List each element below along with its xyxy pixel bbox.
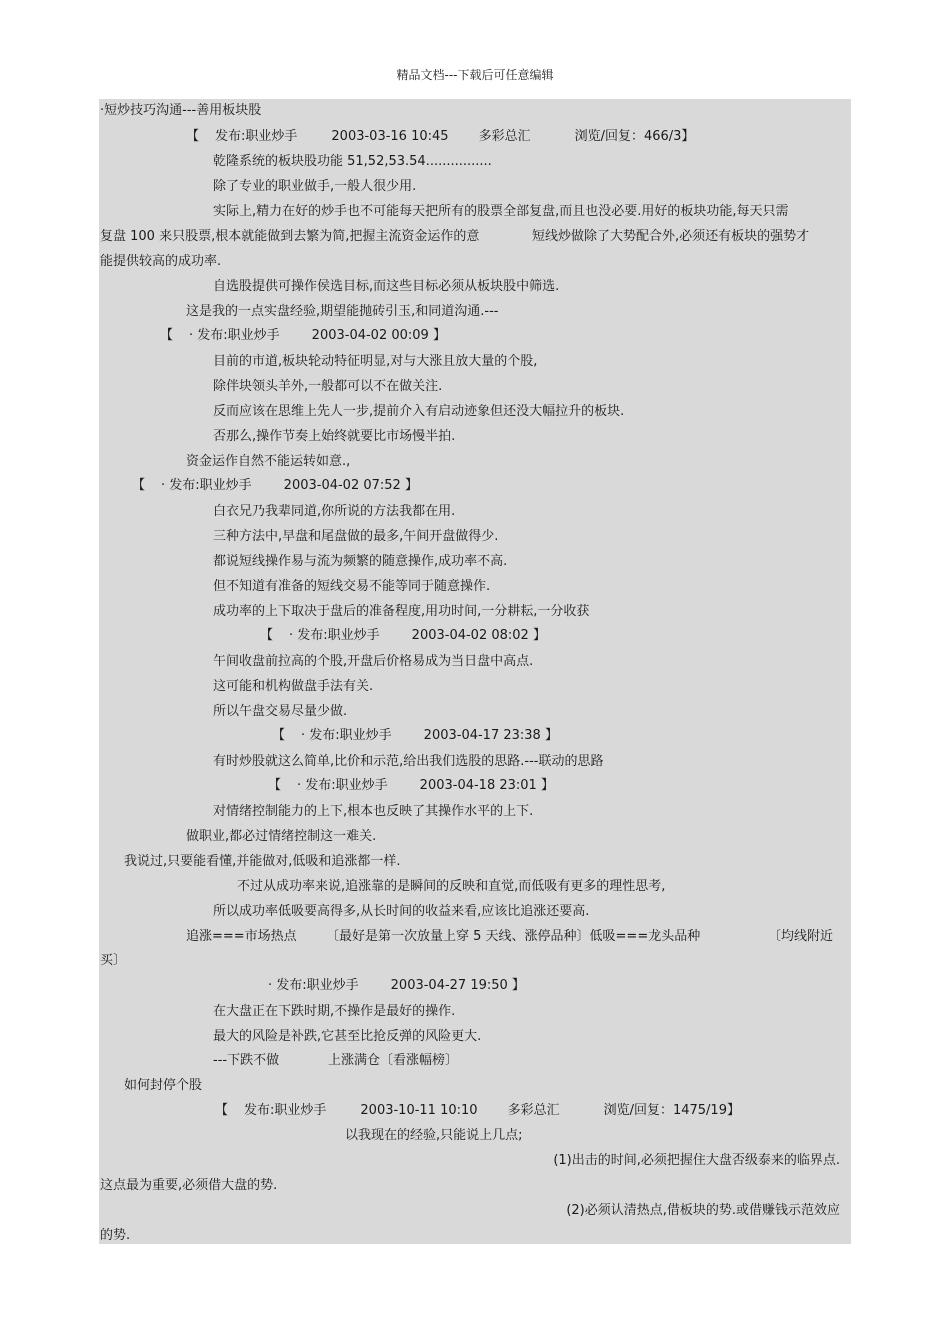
body-line: 实际上,精力在好的炒手也不可能每天把所有的股票全部复盘,而且也没必要.用好的板块功能,每天只需 xyxy=(213,204,789,219)
body-line: 但不知道有准备的短线交易不能等同于随意操作. xyxy=(213,579,491,594)
body-line: 在大盘正在下跌时期,不操作是最好的操作. xyxy=(213,1004,456,1019)
section-heading: 如何封停个股 xyxy=(124,1078,203,1093)
meta-author: 发布:职业炒手 xyxy=(244,1103,327,1118)
post-meta-6 xyxy=(268,778,554,794)
meta-bracket: 【 xyxy=(186,129,200,144)
meta-date: 2003-10-11 10:10 xyxy=(360,1103,478,1118)
body-line: 所以午盘交易尽量少做. xyxy=(213,704,348,719)
body-line: 这是我的一点实盘经验,期望能抛砖引玉,和同道沟通.--- xyxy=(186,304,499,319)
body-line: 有时炒股就这么简单,比价和示范,给出我们选股的思路.---联动的思路 xyxy=(213,754,604,769)
body-line: 上涨满仓〔看涨幅榜〕 xyxy=(328,1053,459,1068)
body-line: 除伴块领头羊外,一般都可以不在做关注. xyxy=(213,379,443,394)
meta-author: · 发布:职业炒手 xyxy=(268,978,359,993)
meta-date: 2003-04-17 23:38 】 xyxy=(423,728,558,743)
meta-date: 2003-04-27 19:50 】 xyxy=(390,978,525,993)
body-line: 以我现在的经验,只能说上几点; xyxy=(345,1128,523,1143)
body-line: 追涨===市场热点 xyxy=(186,929,297,944)
body-line: 买〕 xyxy=(100,953,127,968)
body-line: 的势. xyxy=(100,1228,131,1243)
meta-stats: 浏览/回复：466/3】 xyxy=(574,129,695,144)
meta-date: 2003-04-18 23:01 】 xyxy=(419,778,554,793)
body-line: 三种方法中,早盘和尾盘做的最多,午间开盘做得少. xyxy=(213,529,499,544)
body-line: 资金运作自然不能运转如意., xyxy=(186,454,351,469)
content-panel xyxy=(99,99,851,1244)
body-line: 不过从成功率来说,追涨靠的是瞬间的反映和直觉,而低吸有更多的理性思考, xyxy=(237,879,666,894)
body-line: 短线炒做除了大势配合外,必须还有板块的强势才 xyxy=(532,229,810,244)
meta-author: · 发布:职业炒手 xyxy=(297,778,388,793)
meta-author: · 发布:职业炒手 xyxy=(289,628,380,643)
body-line: ---下跌不做 xyxy=(213,1053,280,1068)
body-line: (2)必须认清热点,借板块的势.或借赚钱示范效应 xyxy=(566,1203,840,1218)
body-line: 都说短线操作易与流为频繁的随意操作,成功率不高. xyxy=(213,554,508,569)
meta-date: 2003-04-02 07:52 】 xyxy=(283,478,418,493)
meta-bracket: 【 xyxy=(268,778,282,793)
body-line: 〔均线附近 xyxy=(768,929,834,944)
meta-source: 多彩总汇 xyxy=(507,1103,560,1118)
body-line: 乾隆系统的板块股功能 51,52,53.54................ xyxy=(213,154,492,169)
article-title: ·短炒技巧沟通---善用板块股 xyxy=(100,103,262,118)
post-meta-3 xyxy=(132,478,418,494)
meta-stats: 浏览/回复：1475/19】 xyxy=(603,1103,740,1118)
body-line: 对情绪控制能力的上下,根本也反映了其操作水平的上下. xyxy=(213,804,534,819)
body-line: 否那么,操作节奏上始终就要比市场慢半拍. xyxy=(213,429,456,444)
meta-bracket: 【 xyxy=(260,628,274,643)
body-line: 我说过,只要能看懂,并能做对,低吸和追涨都一样. xyxy=(124,854,401,869)
meta-date: 2003-04-02 08:02 】 xyxy=(411,628,546,643)
body-line: 午间收盘前拉高的个股,开盘后价格易成为当日盘中高点. xyxy=(213,654,534,669)
meta-bracket: 【 xyxy=(160,328,174,343)
body-line: 反而应该在思维上先人一步,提前介入有启动迹象但还没大幅拉升的板块. xyxy=(213,404,625,419)
post-meta-5 xyxy=(272,728,558,744)
body-line: (1)出击的时间,必须把握住大盘否级泰来的临界点. xyxy=(553,1153,840,1168)
meta-date: 2003-03-16 10:45 xyxy=(331,129,449,144)
body-line: 最大的风险是补跌,它甚至比抢反弹的风险更大. xyxy=(213,1029,482,1044)
body-line: 能提供较高的成功率. xyxy=(100,254,222,269)
post-meta-8 xyxy=(215,1103,740,1119)
body-line: 自选股提供可操作侯选目标,而这些目标必须从板块股中筛选. xyxy=(213,279,560,294)
post-meta-2 xyxy=(160,328,446,344)
body-line: 做职业,都必过情绪控制这一难关. xyxy=(186,829,377,844)
page-header: 精品文档---下载后可任意编辑 xyxy=(396,68,554,82)
post-meta-4 xyxy=(260,628,546,644)
body-line: 〔最好是第一次放量上穿 5 天线、涨停品种〕低吸===龙头品种 xyxy=(326,929,701,944)
post-meta-7 xyxy=(268,978,525,994)
meta-bracket: 【 xyxy=(272,728,286,743)
body-line: 白衣兄乃我辈同道,你所说的方法我都在用. xyxy=(213,504,456,519)
meta-author: · 发布:职业炒手 xyxy=(189,328,280,343)
body-line: 成功率的上下取决于盘后的准备程度,用功时间,一分耕耘,一分收获 xyxy=(213,604,590,619)
body-line: 除了专业的职业做手,一般人很少用. xyxy=(213,179,417,194)
body-line: 这点最为重要,必须借大盘的势. xyxy=(100,1178,278,1193)
meta-date: 2003-04-02 00:09 】 xyxy=(311,328,446,343)
body-line: 这可能和机构做盘手法有关. xyxy=(213,679,374,694)
body-line: 复盘 100 来只股票,根本就能做到去繁为简,把握主流资金运作的意 xyxy=(100,229,480,244)
body-line: 所以成功率低吸要高得多,从长时间的收益来看,应该比追涨还要高. xyxy=(213,904,590,919)
meta-author: · 发布:职业炒手 xyxy=(161,478,252,493)
meta-bracket: 【 xyxy=(215,1103,229,1118)
meta-source: 多彩总汇 xyxy=(478,129,531,144)
meta-bracket: 【 xyxy=(132,478,146,493)
meta-author: 发布:职业炒手 xyxy=(215,129,298,144)
post-meta-1 xyxy=(186,129,694,145)
meta-author: · 发布:职业炒手 xyxy=(301,728,392,743)
body-line: 目前的市道,板块轮动特征明显,对与大涨且放大量的个股, xyxy=(213,354,538,369)
